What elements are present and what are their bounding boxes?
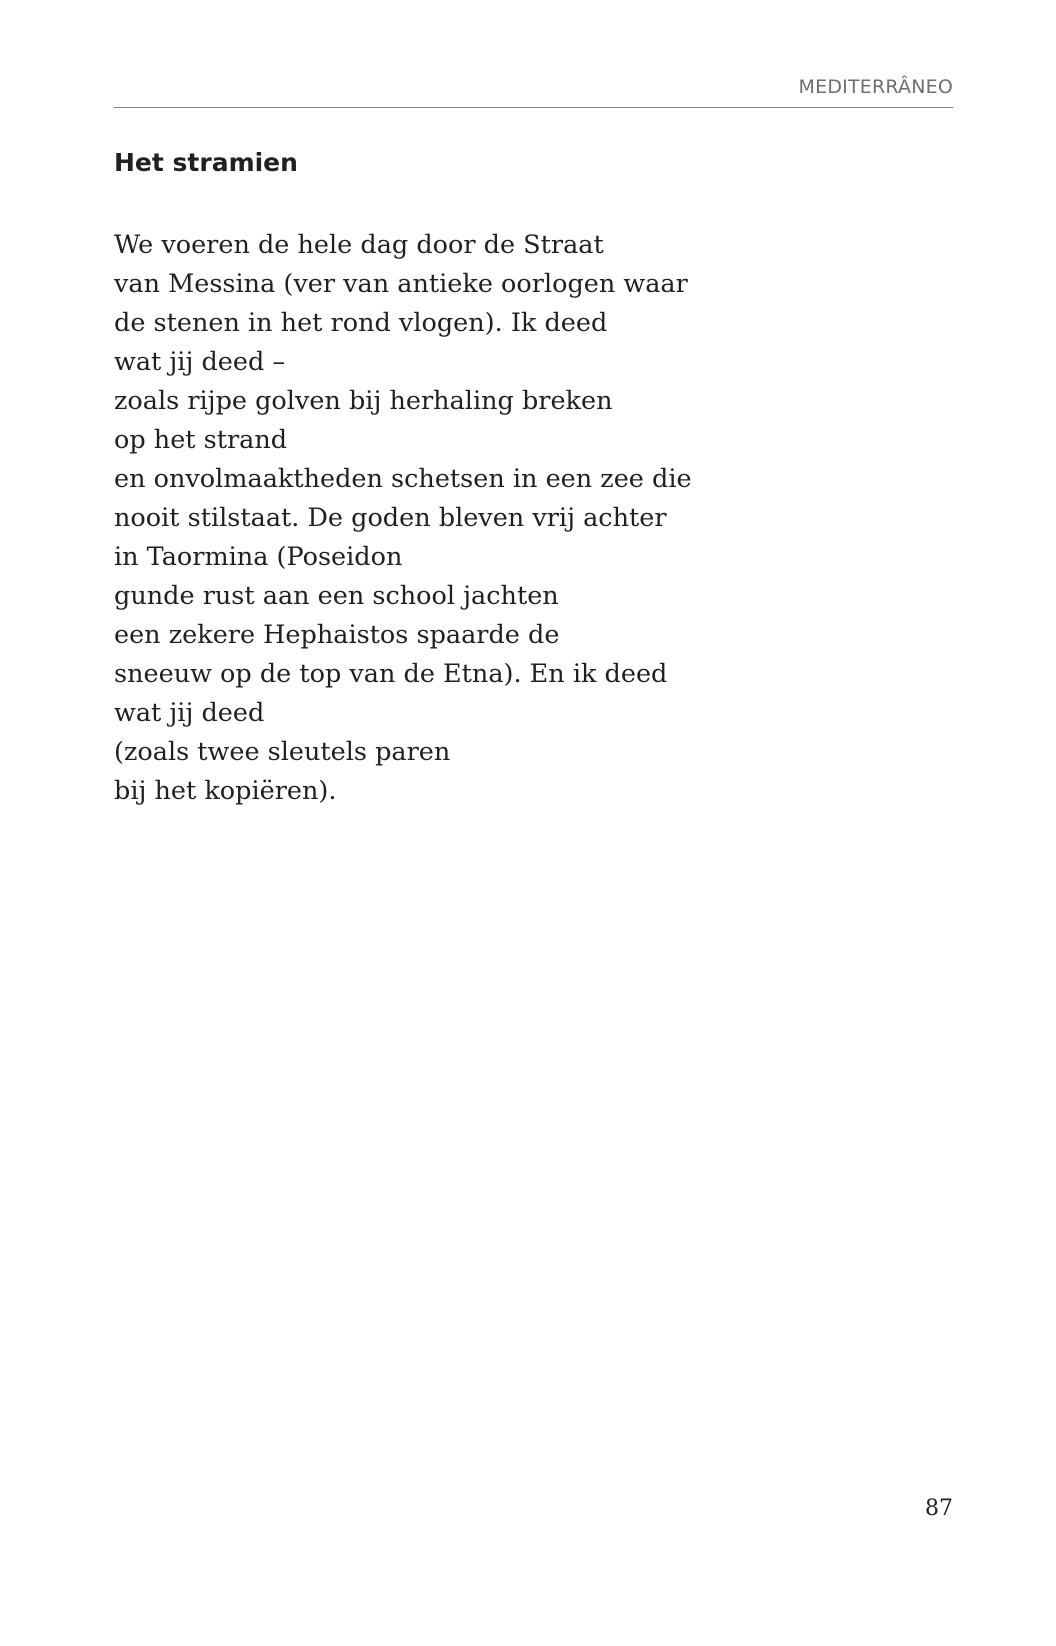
running-header: MEDITERRÂNEO xyxy=(798,76,953,98)
poem-line: de stenen in het rond vlogen). Ik deed xyxy=(114,308,608,338)
poem-line: wat jij deed – xyxy=(114,347,286,377)
poem-line: op het strand xyxy=(114,425,288,455)
poem-line: zoals rijpe golven bij herhaling breken xyxy=(114,386,613,416)
header-rule xyxy=(114,107,953,108)
poem-body xyxy=(114,226,692,811)
poem-line: gunde rust aan een school jachten xyxy=(114,581,559,611)
poem-line: sneeuw op de top van de Etna). En ik deed xyxy=(114,659,668,689)
poem-line: We voeren de hele dag door de Straat xyxy=(114,230,604,260)
poem-line: in Taormina (Poseidon xyxy=(114,542,403,572)
poem-line: wat jij deed xyxy=(114,698,265,728)
poem-line: en onvolmaaktheden schetsen in een zee die xyxy=(114,464,692,494)
poem-line: van Messina (ver van antieke oorlogen waar xyxy=(114,269,688,299)
poem-line: nooit stilstaat. De goden bleven vrij achter xyxy=(114,503,667,533)
page-number: 87 xyxy=(925,1496,953,1521)
poem-line: een zekere Hephaistos spaarde de xyxy=(114,620,560,650)
poem-line: (zoals twee sleutels paren xyxy=(114,737,451,767)
poem-title: Het stramien xyxy=(114,148,298,177)
poem-line: bij het kopiëren). xyxy=(114,776,337,806)
